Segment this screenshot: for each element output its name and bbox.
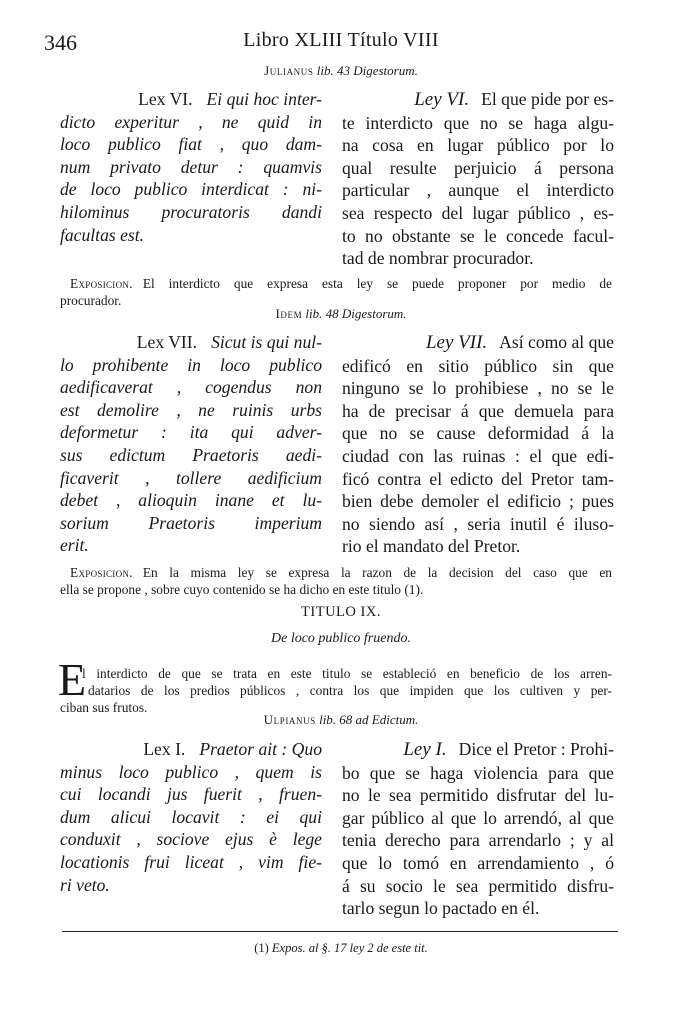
text-line (60, 399, 322, 422)
text-line (60, 156, 322, 179)
text-line-content: erit. (60, 535, 89, 556)
law-label: Ley I. (403, 739, 447, 760)
text-line (342, 134, 614, 157)
text-line (342, 829, 614, 852)
text-line (342, 807, 614, 830)
text-line (342, 784, 614, 807)
text-line-content: Así como al que (499, 332, 614, 352)
text-line-content: ficó contra el edicto del Pretor tam- (342, 468, 614, 489)
law-label: Lex VI. (138, 89, 193, 109)
latin-text-lex-6 (60, 88, 322, 246)
text-line (342, 355, 614, 378)
latin-text-lex-7 (60, 331, 322, 557)
text-line (60, 178, 322, 201)
text-line (342, 88, 614, 112)
text-line (342, 762, 614, 785)
text-line-content: no siendo así , seria inutil é iluso- (342, 513, 614, 534)
text-line-content: tad de nombrar procurador. (342, 248, 534, 269)
text-line (60, 828, 322, 851)
text-line-content: to no obstante se le concede facul- (342, 225, 614, 246)
text-line-content: loco publico fiat , quo dam- (60, 134, 322, 155)
law-label: Ley VII. (425, 332, 488, 353)
text-line (342, 490, 614, 513)
text-line (60, 201, 322, 224)
text-line-content: El que pide por es- (481, 89, 614, 109)
latin-text-lex-1 (60, 738, 322, 896)
text-line (342, 331, 614, 355)
text-line-content: conduxit , sociove ejus è lege (60, 829, 322, 850)
text-line-content: no le sea permitido disfrutar del lu- (342, 785, 614, 806)
page-number: 346 (44, 30, 77, 55)
text-line (60, 331, 322, 354)
text-line-content: facultas est. (60, 224, 145, 245)
exposition-label: Exposicion. (70, 565, 133, 580)
footnote-rule (62, 931, 618, 932)
text-line-content: Dice el Pretor : Prohi- (458, 739, 614, 759)
footnote-text: Expos. al §. 17 ley 2 de este tit. (271, 941, 428, 955)
text-line-content: sorium Praetoris imperium (60, 512, 322, 533)
text-line (342, 202, 614, 225)
text-line (60, 133, 322, 156)
text-line-content: sus edictum Praetoris aedi- (60, 444, 322, 465)
text-line-content: te interdicto que no se haga algu- (342, 112, 614, 133)
source-citation (0, 306, 682, 322)
section-heading: TITULO IX. (301, 604, 381, 620)
text-line (342, 535, 614, 558)
text-line-content: hilominus procuratoris dandi (60, 201, 322, 222)
text-line (60, 761, 322, 784)
text-line-content: ri veto. (60, 874, 110, 895)
drop-cap: E (58, 654, 87, 705)
text-line-content: minus loco publico , quem is (60, 761, 322, 782)
exposition-text: El interdicto que expresa esta ley se puede proponer por medio de (142, 276, 612, 291)
text-line-content: de loco publico interdicat : ni- (60, 179, 322, 200)
text-line-content: qual resulte perjuicio á persona (342, 157, 614, 178)
text-line (342, 247, 614, 270)
text-line (60, 88, 322, 111)
exposition-text: procurador. (60, 293, 122, 308)
text-line (342, 897, 614, 920)
text-line (60, 421, 322, 444)
text-line (60, 512, 322, 535)
law-label: Ley VI. (414, 89, 470, 110)
text-line (60, 376, 322, 399)
intro-line: datarios de los predios públicos , contra los que impiden que los cultiven y per- (88, 683, 612, 698)
text-line-content: bo que se haga violencia para que (342, 762, 614, 783)
exposition-text: ella se propone , sobre cuyo contenido se ha dicho en este titulo (1). (60, 582, 424, 597)
source-reference: lib. 43 Digestorum. (316, 63, 418, 78)
text-line (60, 738, 322, 761)
source-author: Julianus (264, 63, 314, 78)
spanish-text-ley-7 (342, 331, 614, 558)
text-line (60, 489, 322, 512)
text-line (342, 157, 614, 180)
text-line-content: bien debe demoler el edificio ; pues (342, 491, 614, 512)
text-line (342, 468, 614, 491)
text-line-content: edificó en sitio público sin que (342, 355, 614, 376)
text-line (342, 225, 614, 248)
text-line-content: sea respecto del lugar público , es- (342, 202, 614, 223)
text-line-content: Sicut is qui nul- (211, 332, 322, 352)
text-line (60, 534, 322, 557)
exposition-line (60, 564, 612, 581)
law-label: Lex VII. (136, 332, 198, 352)
text-line (60, 467, 322, 490)
text-line-content: dum alicui locavit : ei qui (60, 806, 322, 827)
text-line (342, 513, 614, 536)
text-line (342, 179, 614, 202)
text-line-content: particular , aunque el interdicto (342, 180, 614, 201)
text-line (342, 445, 614, 468)
text-line-content: dicto experitur , ne quid in (60, 111, 322, 132)
text-line (60, 783, 322, 806)
source-citation (0, 712, 682, 728)
section-subheading: De loco publico fruendo. (271, 631, 411, 646)
text-line (342, 422, 614, 445)
exposition-label: Exposicion. (70, 276, 133, 291)
text-line-content: rio el mandato del Pretor. (342, 536, 521, 557)
text-line-content: ciudad con las ruinas : el que edi- (342, 445, 614, 466)
text-line-content: á su socio le sea permitido disfru- (342, 875, 614, 896)
text-line-content: ninguno se lo prohibiese , no se le (342, 378, 614, 399)
source-author: Idem (275, 306, 303, 321)
text-line-content: deformetur : ita qui adver- (60, 422, 322, 443)
text-line (342, 738, 614, 762)
text-line-content: aedificaverat , cogendus non (60, 377, 322, 398)
source-citation (0, 63, 682, 79)
text-line (342, 377, 614, 400)
text-line (60, 354, 322, 377)
text-line-content: tenia derecho para arrendarlo ; y al (342, 830, 614, 851)
text-line-content: que no se cause deformidad á la (342, 423, 614, 444)
intro-line: l interdicto de que se trata en este titulo se estableció en beneficio de los arren- (82, 666, 612, 681)
text-line-content: Praetor ait : Quo (199, 739, 322, 759)
text-line-content: num privato detur : quamvis (60, 156, 322, 177)
exposition-lex-7 (60, 564, 612, 598)
text-line-content: locationis frui liceat , vim fie- (60, 851, 322, 872)
text-line (60, 224, 322, 247)
exposition-text: En la misma ley se expresa la razon de la decision del caso que en (142, 565, 612, 580)
text-line-content: est demolire , ne ruinis urbs (60, 399, 322, 420)
text-line (60, 806, 322, 829)
spanish-text-ley-6 (342, 88, 614, 270)
text-line-content: lo prohibente in loco publico (60, 354, 322, 375)
text-line-content: ha de precisar á que demuela para (342, 400, 614, 421)
text-line-content: gar público al que lo arrendó, al que (342, 807, 614, 828)
source-reference: lib. 48 Digestorum. (305, 306, 407, 321)
text-line-content: cui locandi jus fuerit , fruen- (60, 784, 322, 805)
title-intro (82, 665, 612, 699)
exposition-line (60, 581, 612, 598)
text-line (342, 400, 614, 423)
text-line-content: tarlo segun lo pactado en él. (342, 898, 540, 919)
text-line-content: debet , alioquin inane et lu- (60, 490, 322, 511)
footnote (0, 941, 682, 956)
spanish-text-ley-1 (342, 738, 614, 920)
text-line-content: Ei qui hoc inter- (206, 89, 322, 109)
text-line-content: na cosa en lugar público por lo (342, 135, 614, 156)
text-line-content: que lo tomó en arrendamiento , ó (342, 852, 614, 873)
exposition-line (60, 275, 612, 292)
text-line-content: ficaverit , tollere aedificium (60, 467, 322, 488)
footnote-mark: (1) (254, 941, 269, 955)
law-label: Lex I. (143, 739, 186, 759)
title-intro-last-line: ciban sus frutos. (60, 700, 148, 715)
running-title: Libro XLIII Título VIII (243, 29, 439, 51)
text-line (60, 851, 322, 874)
exposition-lex-6 (60, 275, 612, 309)
source-author: Ulpianus (263, 712, 316, 727)
source-reference: lib. 68 ad Edictum. (319, 712, 419, 727)
text-line (60, 874, 322, 897)
text-line (60, 111, 322, 134)
text-line (342, 875, 614, 898)
text-line (342, 852, 614, 875)
text-line (342, 112, 614, 135)
text-line (60, 444, 322, 467)
